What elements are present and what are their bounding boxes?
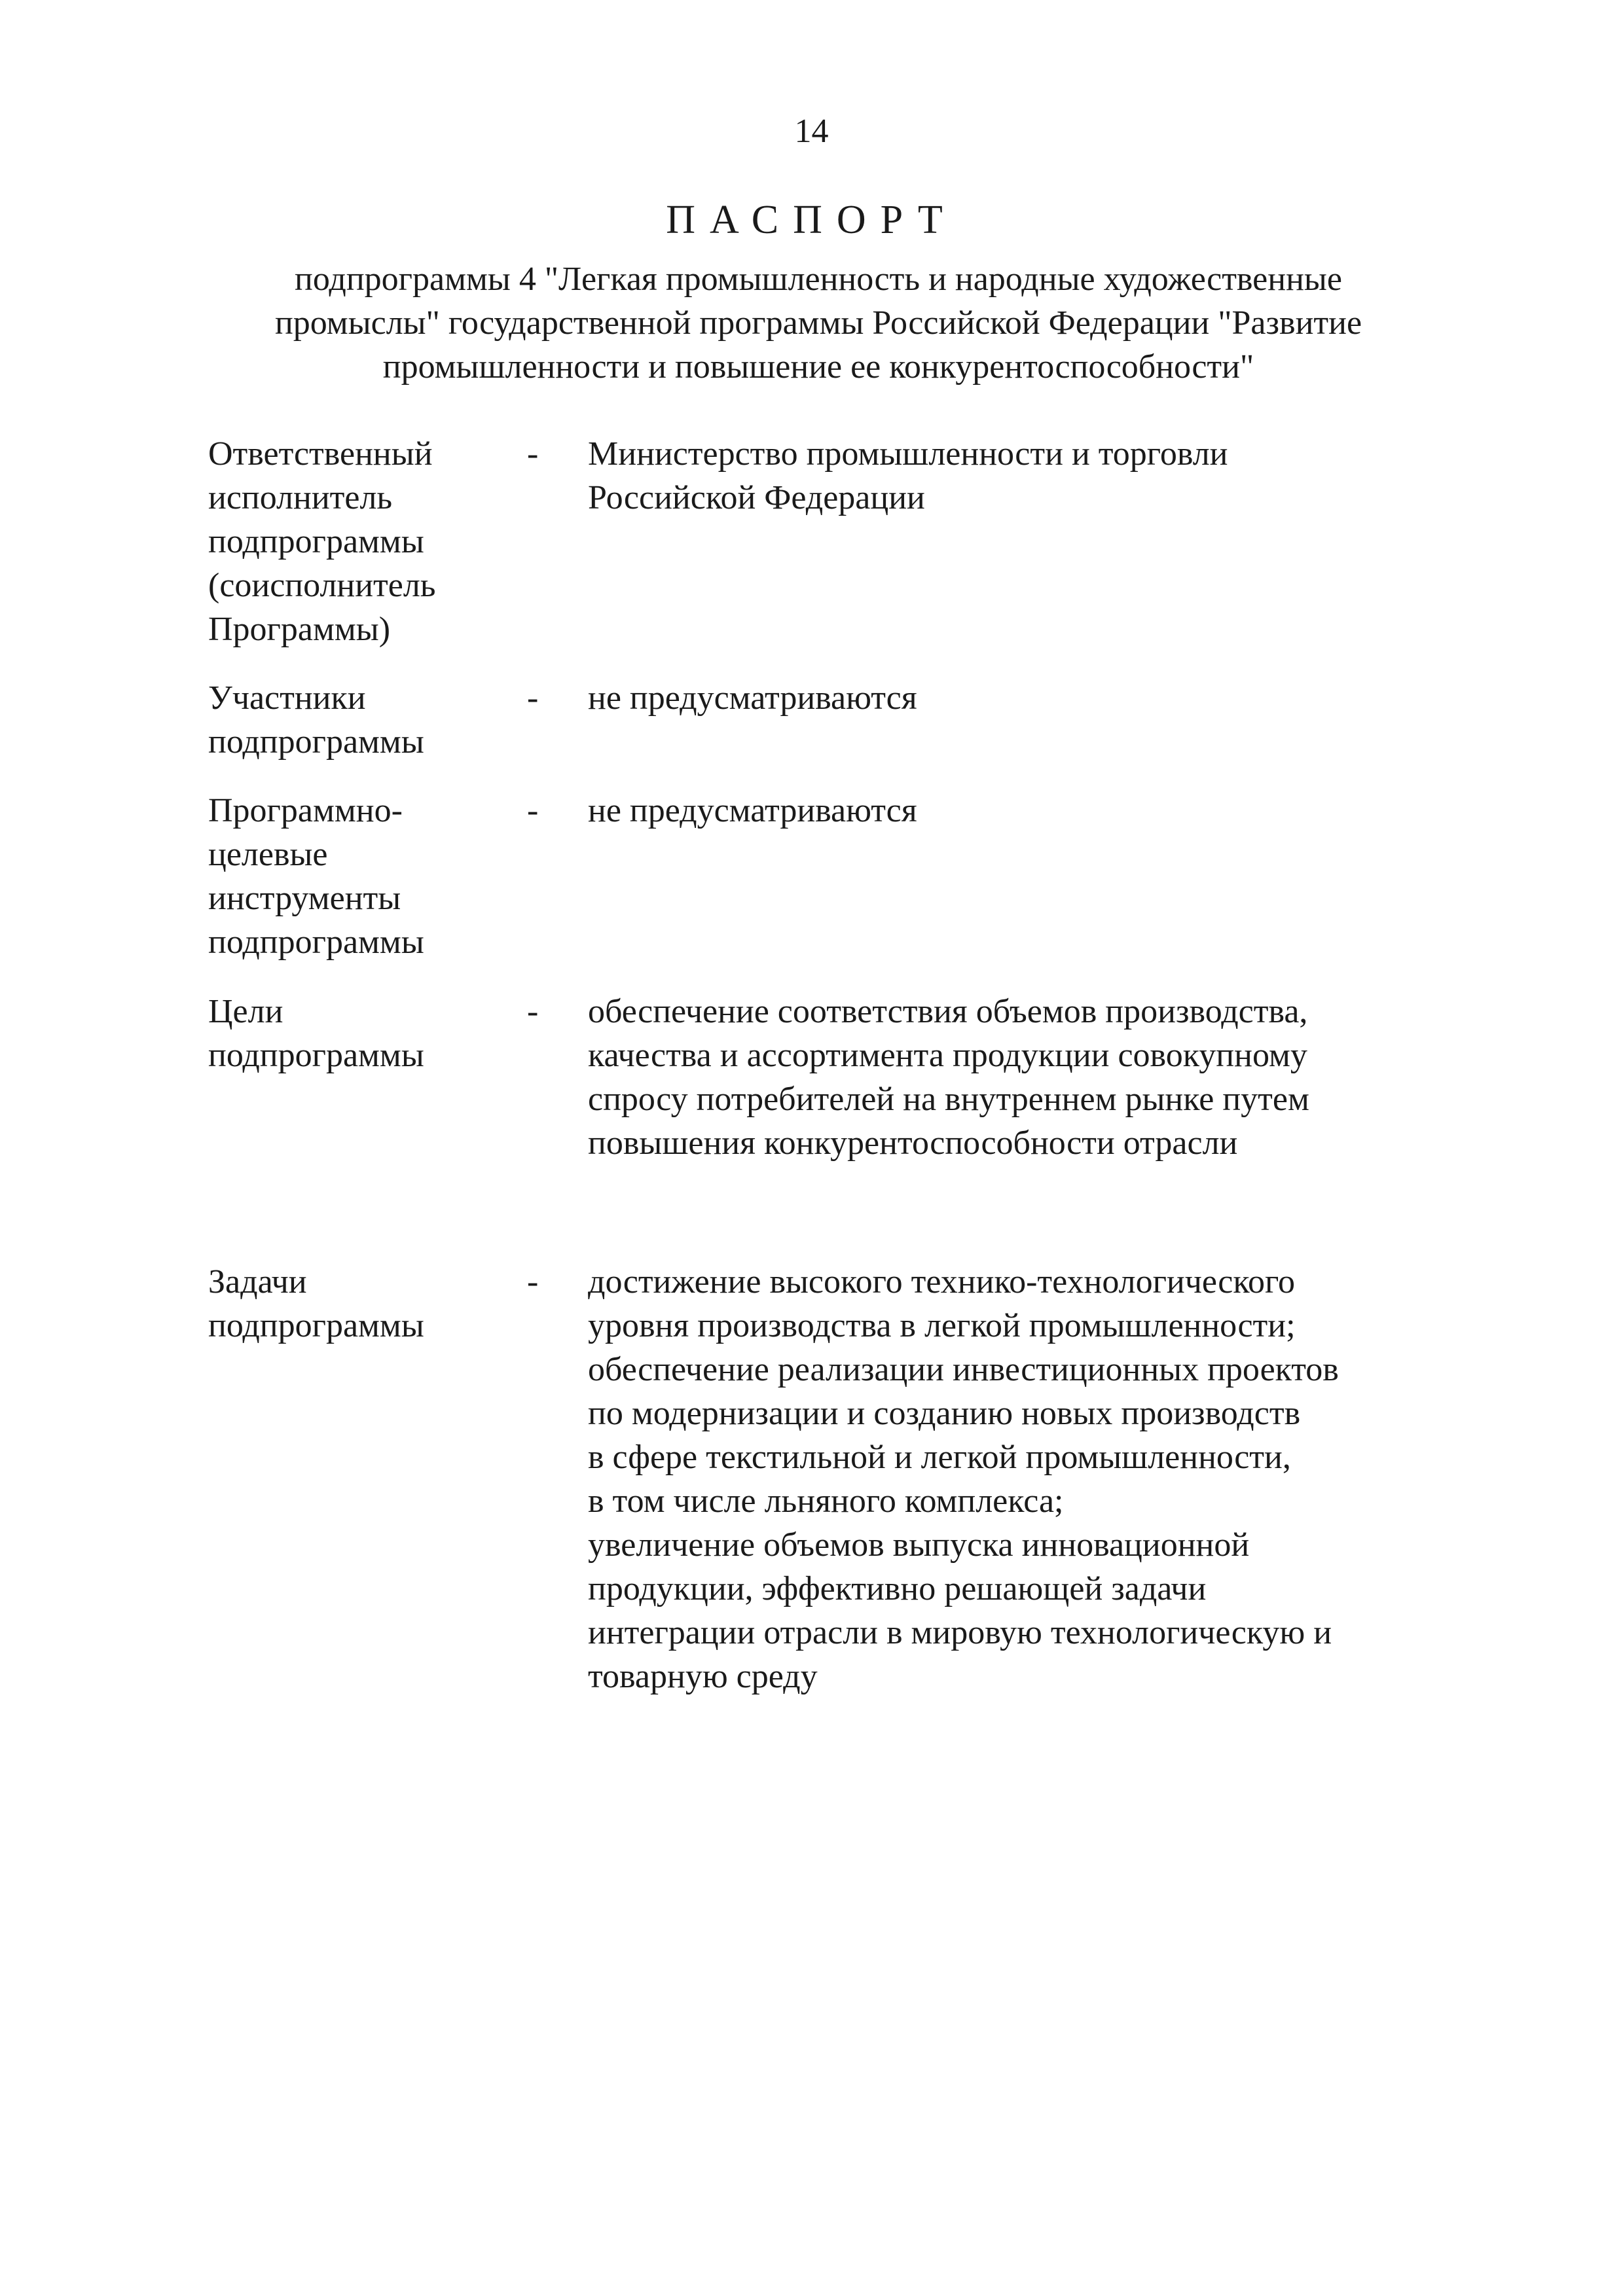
label-line: Задачи	[208, 1263, 307, 1300]
value-line: не предусматриваются	[588, 679, 917, 717]
document-subtitle	[196, 257, 1440, 389]
row-separator: -	[527, 435, 539, 473]
label-line: Программы)	[208, 611, 391, 648]
label-line: (соисполнитель	[208, 567, 436, 604]
value-line: повышения конкурентоспособности отрасли	[588, 1124, 1238, 1162]
value-line: достижение высокого технико-технологического	[588, 1263, 1296, 1300]
value-line: уровня производства в легкой промышленности;	[588, 1307, 1296, 1344]
subtitle-line: подпрограммы 4 "Легкая промышленность и народные художественные	[295, 260, 1342, 298]
value-line: по модернизации и созданию новых производств	[588, 1395, 1301, 1432]
row-label	[208, 432, 483, 651]
label-line: подпрограммы	[208, 1037, 424, 1074]
value-line: не предусматриваются	[588, 792, 917, 829]
label-line: Программно-	[208, 792, 403, 829]
row-separator: -	[527, 792, 539, 829]
row-value	[588, 432, 1504, 520]
value-line: продукции, эффективно решающей задачи	[588, 1570, 1207, 1607]
label-line: подпрограммы	[208, 1307, 424, 1344]
label-line: подпрограммы	[208, 723, 424, 761]
label-line: инструменты	[208, 880, 401, 917]
value-line: обеспечение соответствия объемов производства,	[588, 993, 1308, 1030]
value-line: товарную среду	[588, 1658, 818, 1695]
value-line: в сфере текстильной и легкой промышленности,	[588, 1439, 1291, 1476]
label-line: подпрограммы	[208, 924, 424, 961]
label-line: исполнитель	[208, 479, 393, 516]
row-label	[208, 1260, 483, 1348]
row-value	[588, 1260, 1504, 1698]
row-value	[588, 990, 1504, 1165]
row-separator: -	[527, 993, 539, 1030]
row-separator: -	[527, 1263, 539, 1300]
label-line: подпрограммы	[208, 523, 424, 560]
subtitle-line: промышленности и повышение ее конкурентоспособности"	[382, 348, 1254, 386]
label-line: Ответственный	[208, 435, 433, 473]
label-line: Цели	[208, 993, 283, 1030]
row-label	[208, 990, 483, 1077]
row-value	[588, 676, 1504, 720]
value-line: Российской Федерации	[588, 479, 925, 516]
subtitle-line: промыслы" государственной программы Российской Федерации "Развитие	[274, 304, 1362, 342]
row-value	[588, 789, 1504, 833]
value-line: Министерство промышленности и торговли	[588, 435, 1228, 473]
value-line: увеличение объемов выпуска инновационной	[588, 1526, 1250, 1564]
row-label	[208, 676, 483, 764]
label-line: Участники	[208, 679, 366, 717]
page-number: 14	[794, 113, 829, 150]
page-title: ПАСПОРТ	[666, 198, 957, 242]
value-line: интеграции отрасли в мировую технологическую и	[588, 1614, 1332, 1651]
row-separator: -	[527, 679, 539, 717]
value-line: обеспечение реализации инвестиционных проектов	[588, 1351, 1339, 1388]
row-label	[208, 789, 483, 964]
value-line: в том числе льняного комплекса;	[588, 1482, 1064, 1520]
value-line: качества и ассортимента продукции совокупному	[588, 1037, 1307, 1074]
value-line: спросу потребителей на внутреннем рынке путем	[588, 1081, 1309, 1118]
label-line: целевые	[208, 836, 328, 873]
